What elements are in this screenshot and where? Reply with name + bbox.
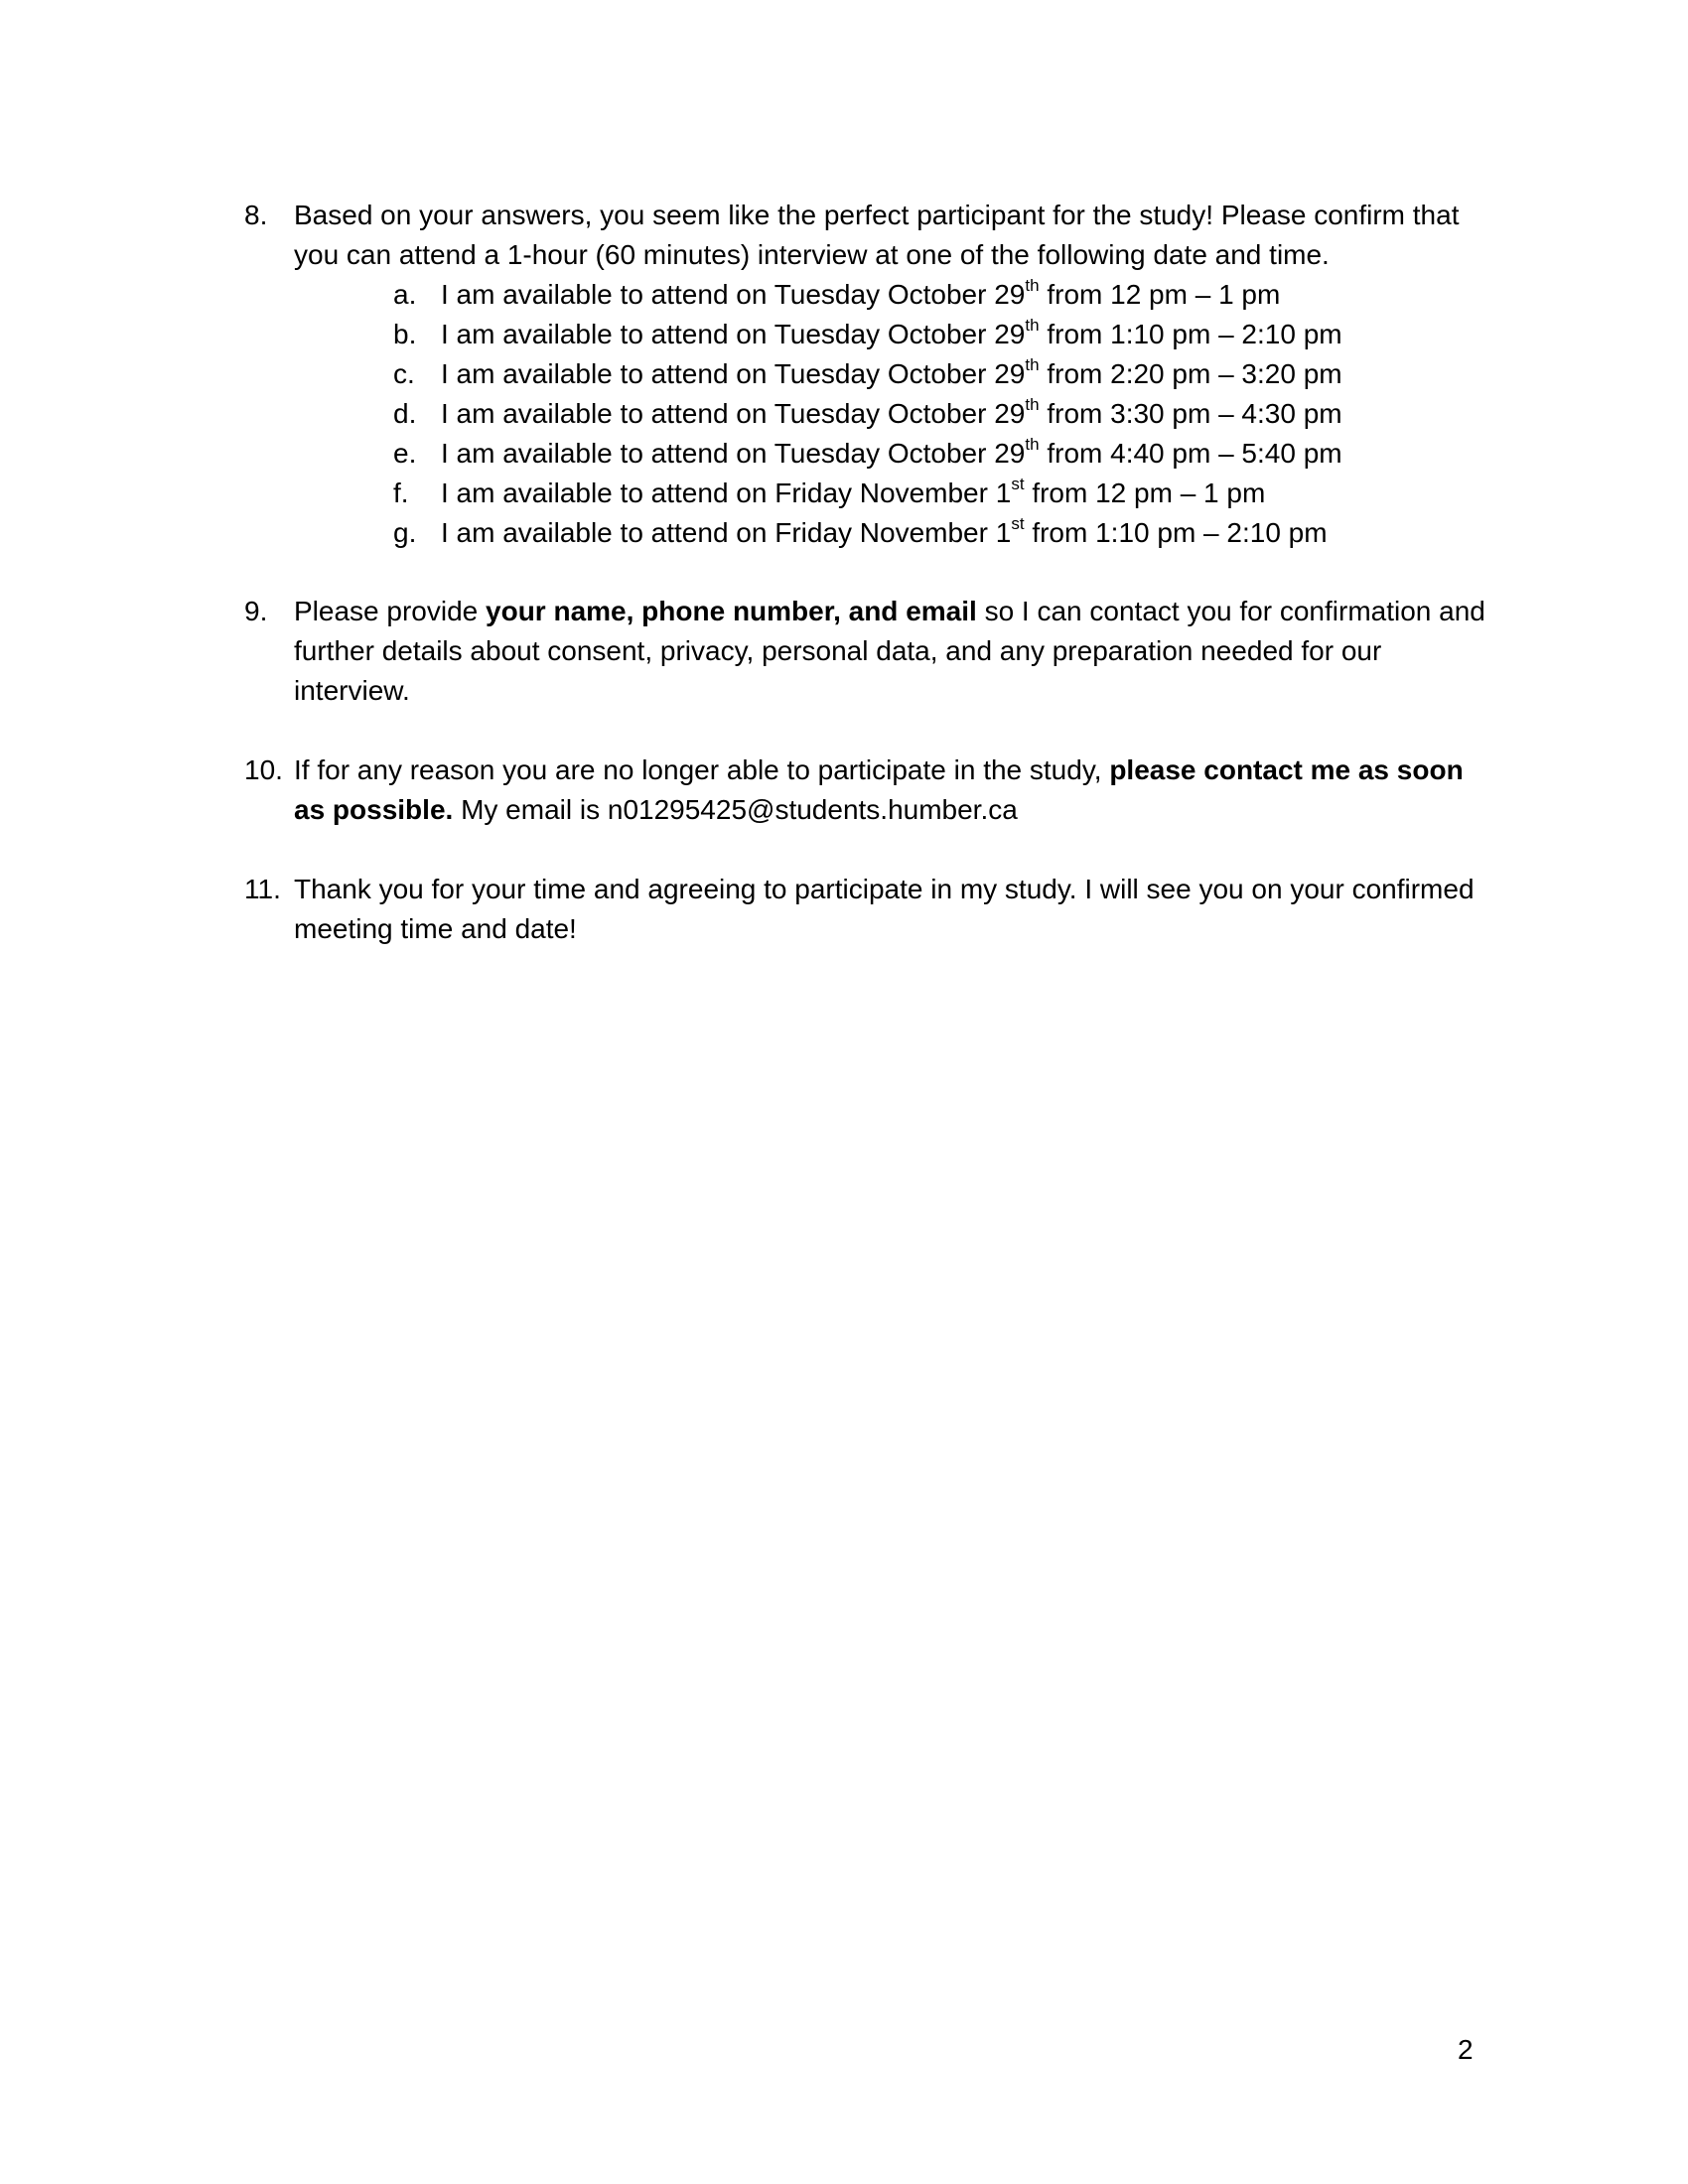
question-emphasis: please contact me as soon as possible. — [294, 754, 1464, 825]
option-letter: f. — [393, 478, 409, 508]
question-text: Based on your answers, you seem like the perfect participant for the study! Please confirm that you can attend a 1-hour (60 minutes) interview at one of the following date and time. — [294, 200, 1460, 270]
option-list — [294, 275, 1495, 553]
option-text: I am available to attend on Tuesday October 29 — [441, 358, 1026, 389]
option-time: from 12 pm – 1 pm — [1024, 478, 1266, 508]
question-9 — [244, 592, 1495, 711]
question-body — [294, 196, 1495, 553]
option-letter: b. — [393, 319, 417, 349]
option-item — [294, 315, 1495, 354]
question-text: If for any reason you are no longer able to participate in the study, — [294, 754, 1110, 785]
question-body — [294, 592, 1495, 711]
ordinal-suffix: st — [1011, 513, 1025, 533]
option-text: I am available to attend on Friday November 1 — [441, 517, 1012, 548]
option-item — [294, 513, 1495, 553]
question-text-continued: so I can contact you for confirmation and further details about consent, privacy, personal data, and any preparation needed for our interview. — [294, 596, 1485, 706]
question-8 — [244, 196, 1495, 553]
question-number: 11. — [244, 874, 281, 904]
option-letter: g. — [393, 517, 417, 548]
question-number: 9. — [244, 596, 268, 626]
option-time: from 12 pm – 1 pm — [1039, 279, 1281, 310]
ordinal-suffix: th — [1025, 434, 1040, 454]
option-item — [294, 434, 1495, 474]
option-text: I am available to attend on Tuesday October 29 — [441, 279, 1026, 310]
ordinal-suffix: th — [1025, 354, 1040, 374]
ordinal-suffix: th — [1025, 275, 1040, 295]
ordinal-suffix: th — [1025, 394, 1040, 414]
question-emphasis: your name, phone number, and email — [486, 596, 977, 626]
option-letter: d. — [393, 398, 417, 429]
question-text: Please provide — [294, 596, 487, 626]
contact-email-text: My email is n01295425@students.humber.ca — [453, 794, 1018, 825]
question-number: 8. — [244, 200, 268, 230]
option-time: from 4:40 pm – 5:40 pm — [1039, 438, 1342, 469]
question-11 — [244, 870, 1495, 949]
question-text: Thank you for your time and agreeing to participate in my study. I will see you on your confirmed meeting time and date! — [294, 874, 1475, 944]
option-item — [294, 474, 1495, 513]
option-time: from 1:10 pm – 2:10 pm — [1024, 517, 1328, 548]
question-10 — [244, 751, 1495, 830]
option-text: I am available to attend on Friday November 1 — [441, 478, 1012, 508]
ordinal-suffix: st — [1011, 474, 1025, 493]
option-text: I am available to attend on Tuesday October 29 — [441, 438, 1026, 469]
option-text: I am available to attend on Tuesday October 29 — [441, 319, 1026, 349]
option-letter: a. — [393, 279, 417, 310]
option-letter: c. — [393, 358, 415, 389]
option-letter: e. — [393, 438, 417, 469]
option-time: from 1:10 pm – 2:10 pm — [1039, 319, 1342, 349]
question-number: 10. — [244, 754, 283, 785]
option-item — [294, 275, 1495, 315]
option-text: I am available to attend on Tuesday October 29 — [441, 398, 1026, 429]
option-item — [294, 394, 1495, 434]
option-time: from 2:20 pm – 3:20 pm — [1039, 358, 1342, 389]
option-time: from 3:30 pm – 4:30 pm — [1039, 398, 1342, 429]
page-number: 2 — [1458, 2034, 1474, 2065]
question-body — [294, 751, 1495, 830]
ordinal-suffix: th — [1025, 315, 1040, 335]
option-item — [294, 354, 1495, 394]
